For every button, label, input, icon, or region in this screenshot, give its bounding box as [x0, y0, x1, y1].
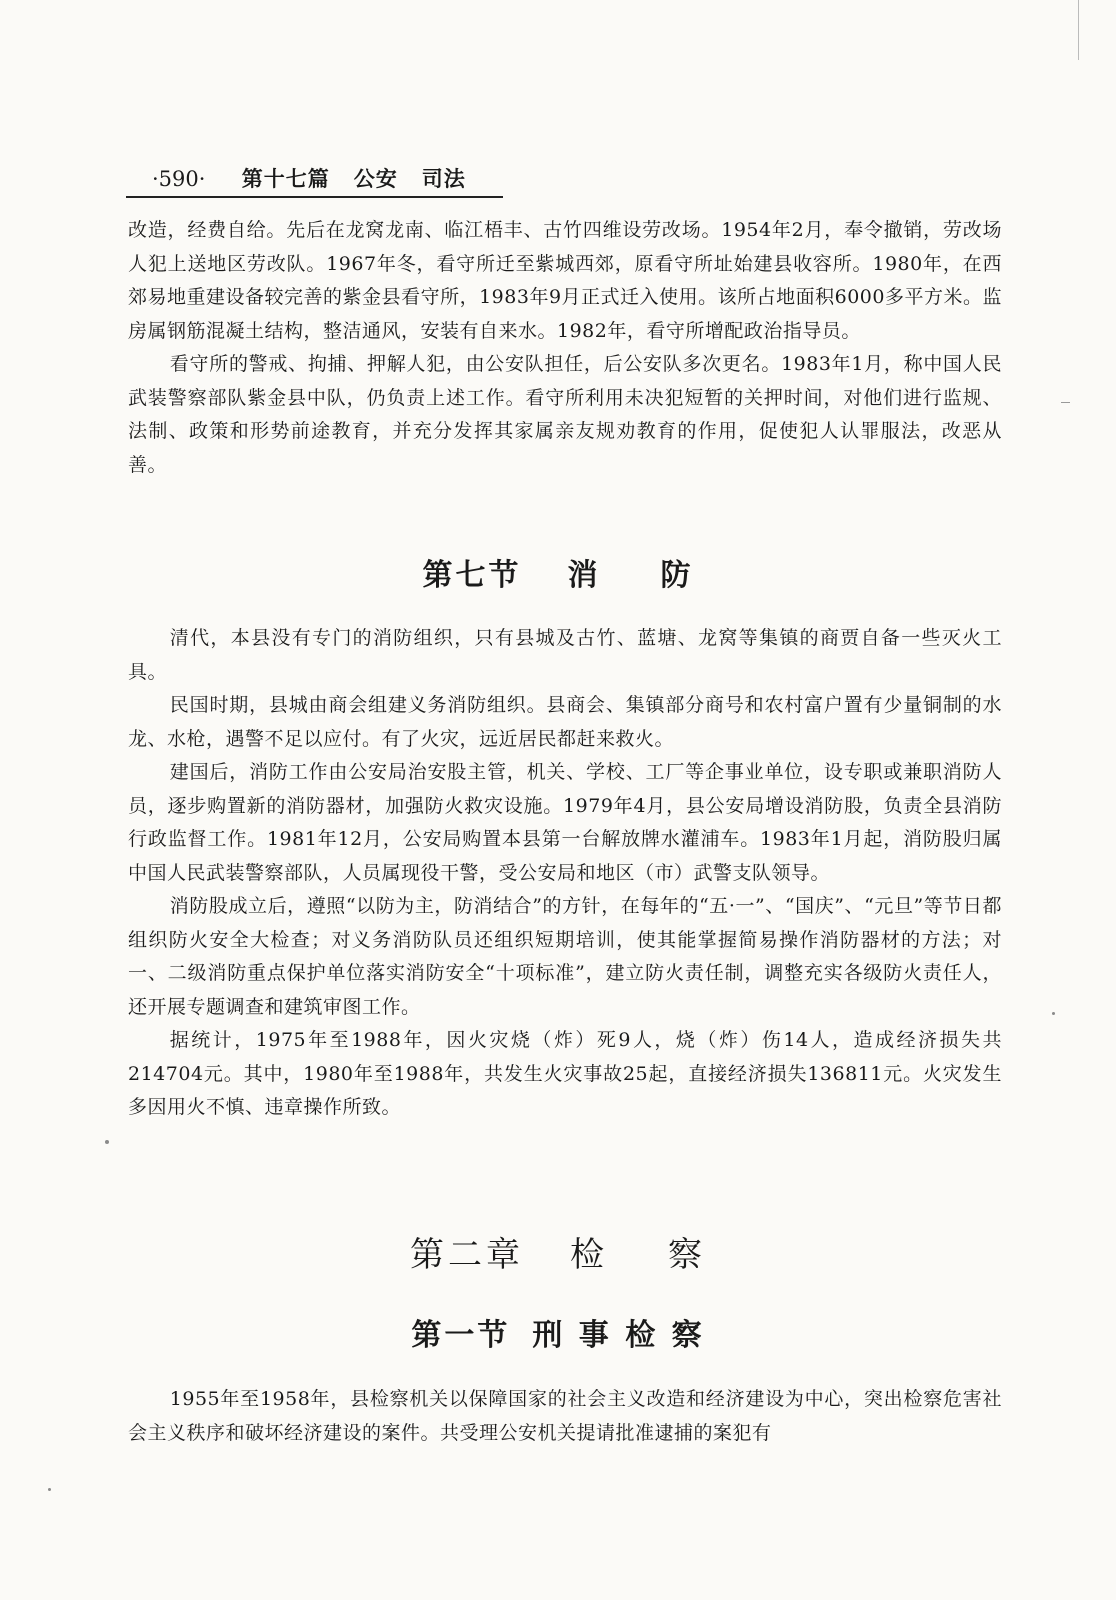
paragraph: 消防股成立后，遵照“以防为主，防消结合”的方针，在每年的“五·一”、“国庆”、“元旦”等节日都组织防火安全大检查；对义务消防队员还组织短期培训，使其能掌握简易操作消防器材的方法；对一、二级消防重点保护单位落实消防安全“十项标准”，建立防火责任制，调整充实各级防火责任人，还开展专题调查和建筑审图工作。	[128, 895, 1002, 1018]
chapter-number: 第二章	[410, 1235, 524, 1275]
section-1-body	[128, 1383, 1002, 1450]
scan-mark	[1061, 402, 1070, 403]
paragraph: 清代，本县没有专门的消防组织，只有县城及古竹、蓝塘、龙窝等集镇的商贾自备一些灭火工具。	[128, 627, 1002, 683]
scan-speck	[1052, 1012, 1055, 1015]
header-subject-1: 公安	[353, 166, 398, 191]
header-rule	[126, 196, 503, 198]
paragraph: 1955年至1958年，县检察机关以保障国家的社会主义改造和经济建设为中心，突出检察危害社会主义秩序和破坏经济建设的案件。共受理公安机关提请批准逮捕的案犯有	[128, 1388, 1002, 1444]
running-header	[152, 163, 466, 193]
section-title: 刑 事 检 察	[532, 1318, 705, 1353]
header-subject-2: 司法	[421, 166, 466, 191]
scan-edge	[1078, 0, 1079, 60]
paragraph: 据统计，1975年至1988年，因火灾烧（炸）死9人，烧（炸）伤14人，造成经济损失共214704元。其中，1980年至1988年，共发生火灾事故25起，直接经济损失136811元。火灾发生多因用火不慎、违章操作所致。	[128, 1029, 1002, 1118]
scan-speck	[105, 1140, 109, 1144]
section-title-part: 防	[660, 558, 694, 593]
paragraph: 建国后，消防工作由公安局治安股主管，机关、学校、工厂等企事业单位，设专职或兼职消防人员，逐步购置新的消防器材，加强防火救灾设施。1979年4月，县公安局增设消防股，负责全县消防行政监督工作。1981年12月，公安局购置本县第一台解放牌水灌浦车。1983年1月起，消防股归属中国人民武装警察部队，人员属现役干警，受公安局和地区（市）武警支队领导。	[128, 761, 1002, 884]
page-number: ·590·	[152, 167, 206, 191]
section-1-heading	[0, 1310, 1116, 1354]
section-title-part: 消	[567, 558, 601, 593]
scan-speck	[48, 1488, 51, 1491]
chapter-2-heading	[0, 1227, 1116, 1276]
paragraph: 民国时期，县城由商会组建义务消防组织。县商会、集镇部分商号和农村富户置有少量铜制的水龙、水枪，遇警不足以应付。有了火灾，远近居民都赶来救火。	[128, 694, 1002, 750]
chapter-title-part: 察	[668, 1235, 706, 1275]
paragraph: 看守所的警戒、拘捕、押解人犯，由公安队担任，后公安队多次更名。1983年1月，称中国人民武装警察部队紫金县中队，仍负责上述工作。看守所利用未决犯短暂的关押时间，对他们进行监规、法制、政策和形势前途教育，并充分发挥其家属亲友规劝教育的作用，促使犯人认罪服法，改恶从善。	[128, 353, 1002, 476]
paragraph: 改造，经费自给。先后在龙窝龙南、临江梧丰、古竹四维设劳改场。1954年2月，奉令撤销，劳改场人犯上送地区劳改队。1967年冬，看守所迁至紫城西郊，原看守所址始建县收容所。1980年，在西郊易地重建设备较完善的紫金县看守所，1983年9月正式迁入使用。该所占地面积6000多平方米。监房属钢筋混凝土结构，整洁通风，安装有自来水。1982年，看守所增配政治指导员。	[128, 219, 1002, 342]
section-7-body	[128, 622, 1002, 1125]
chapter-title-part: 检	[570, 1235, 608, 1275]
section-number: 第一节	[411, 1318, 511, 1353]
section-number: 第七节	[422, 558, 522, 593]
section-7-heading	[0, 550, 1116, 594]
part-title: 第十七篇	[241, 166, 330, 191]
intro-text	[128, 214, 1002, 482]
